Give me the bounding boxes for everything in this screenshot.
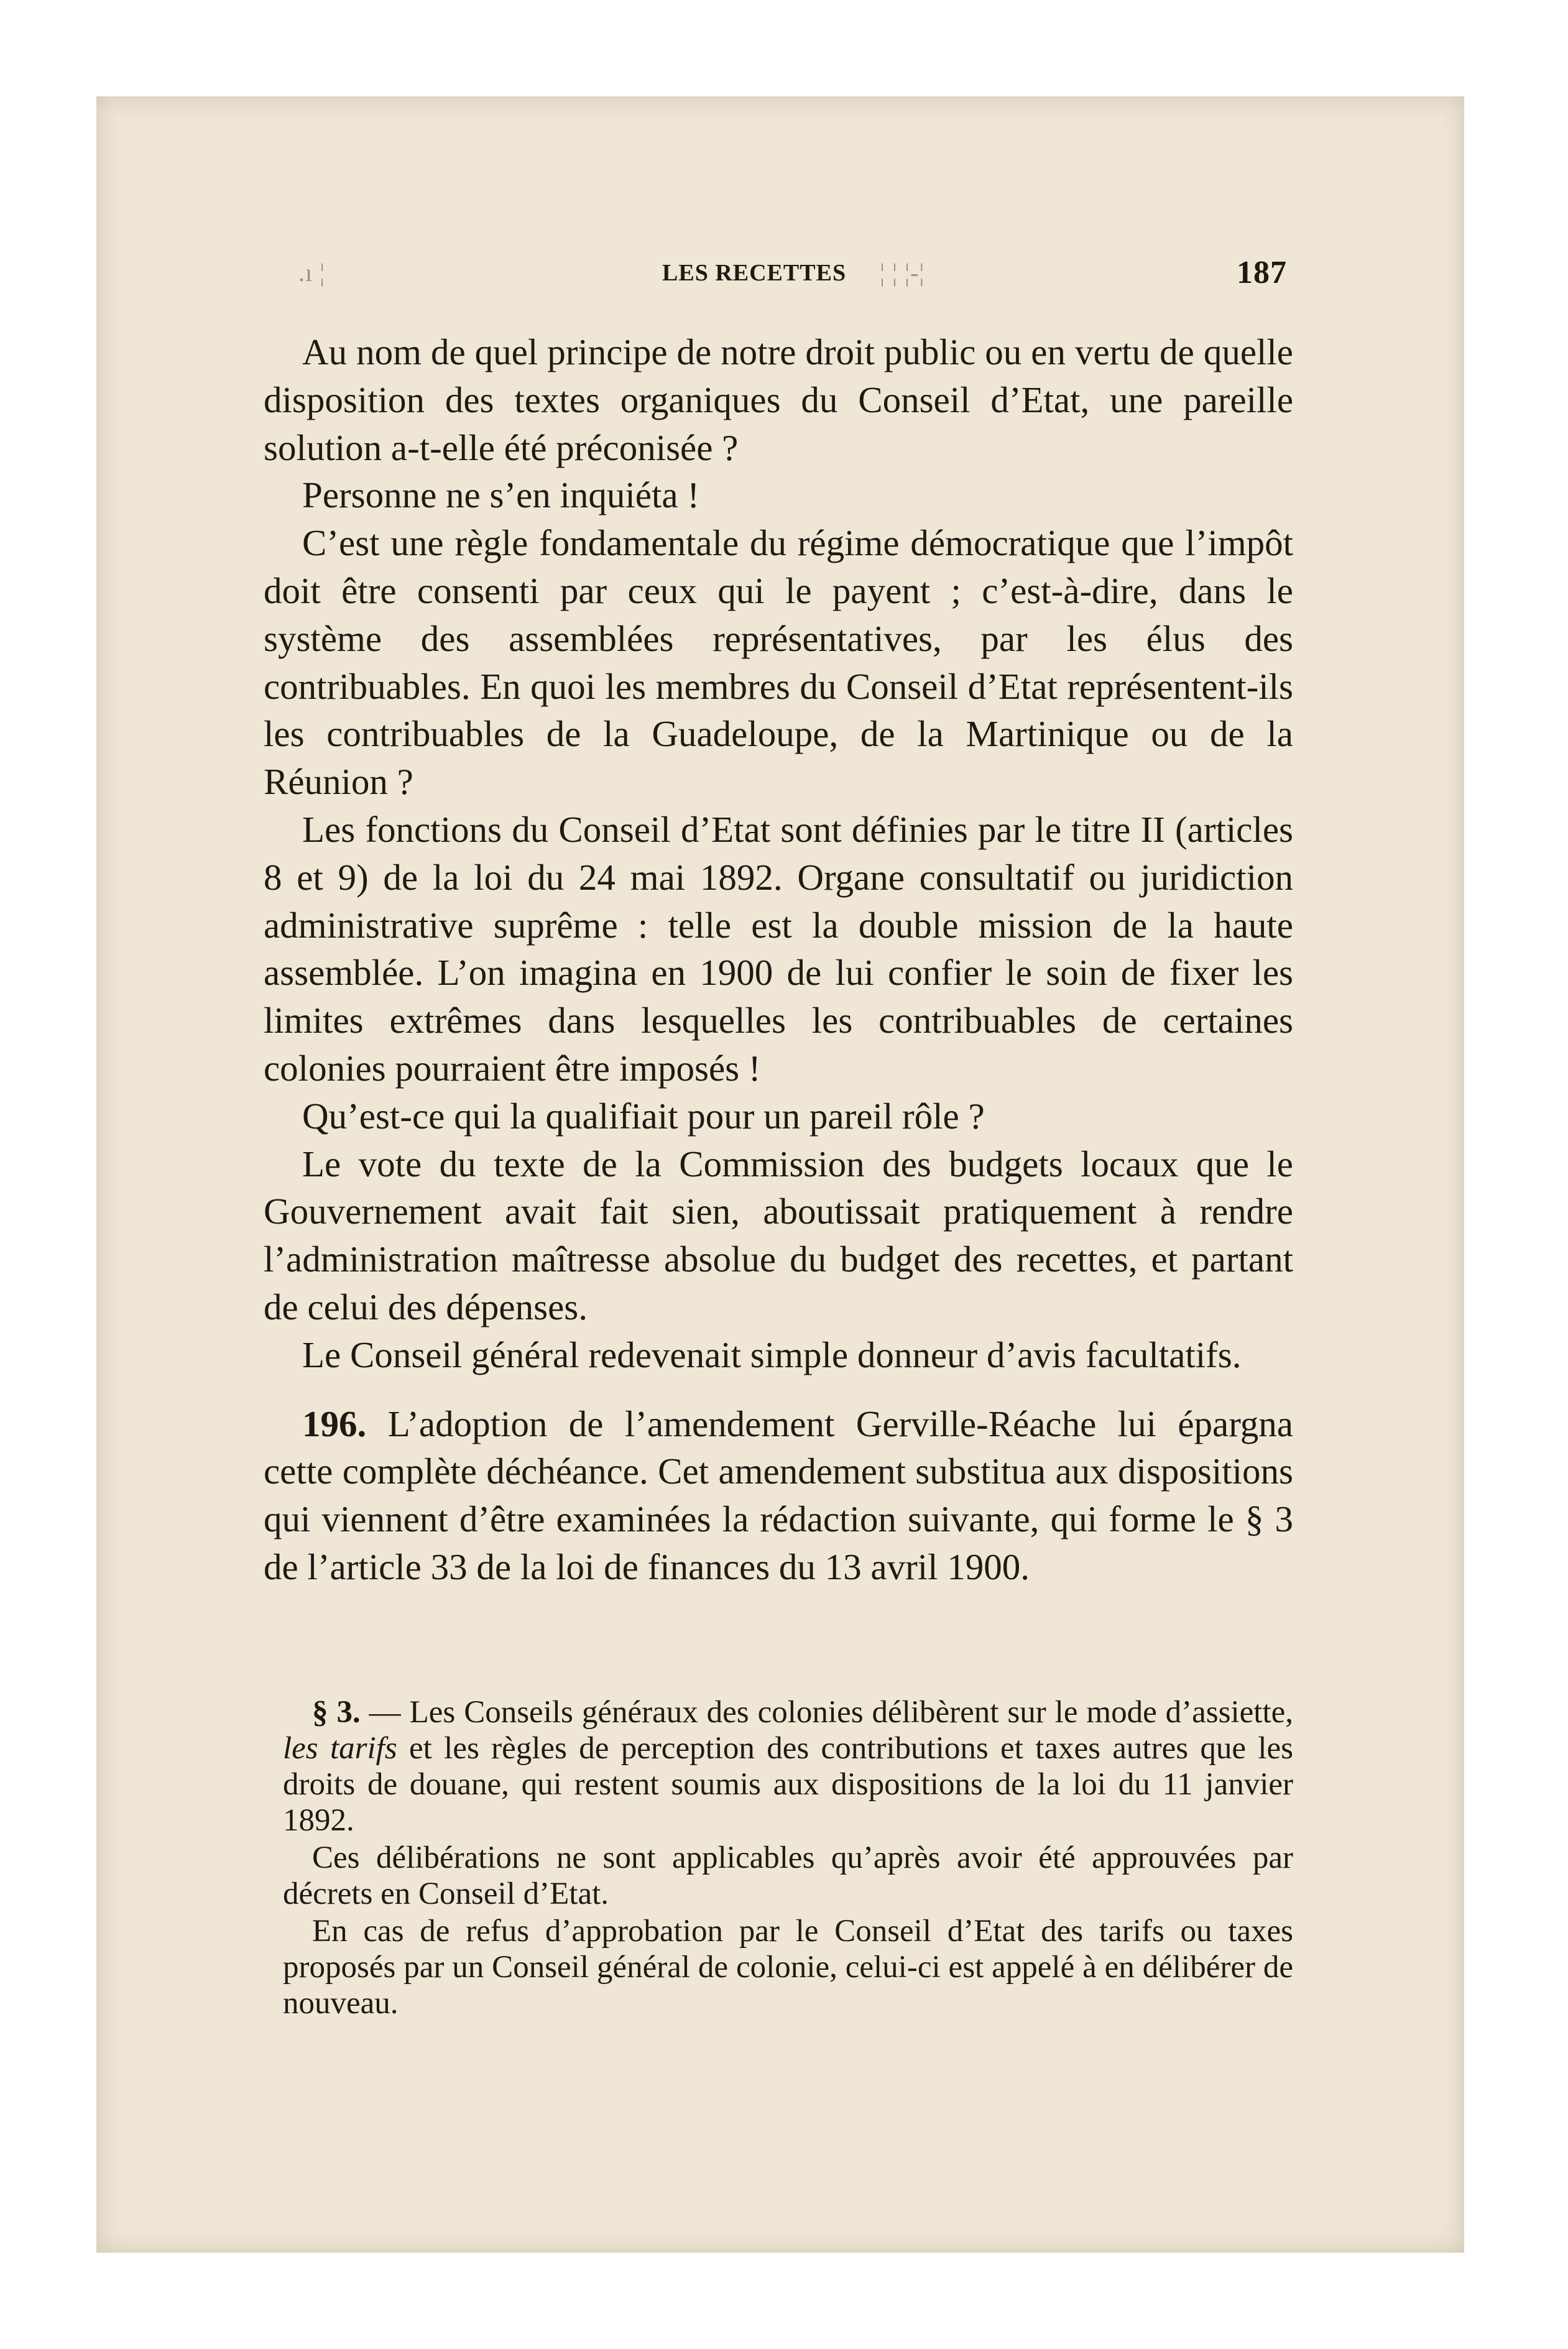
- quoted-law-text: [283, 1694, 1293, 2023]
- paragraph: Qu’est-ce qui la qualifiait pour un pareil rôle ?: [302, 1095, 985, 1137]
- paragraph: Les fonctions du Conseil d’Etat sont définies par le titre II (articles 8 et 9) de la loi du 24 mai 1892. Organe consultatif ou juridiction administrative suprême : telle est la double mission de la haute assemblée. L’on imagina en 1900 de lui confier le soin de fixer les limites extrêmes dans lesquelles les contribuables de certaines colonies pourraient être imposés !: [264, 808, 1293, 1089]
- quote-text: et les règles de perception des contributions et taxes autres que les droits de douane, qui restent soumis aux dispositions de la loi du 11 janvier 1892.: [283, 1731, 1293, 1838]
- header-marks-left: .ı ¦: [298, 259, 326, 287]
- quote-text: — Les Conseils généraux des colonies délibèrent sur le mode d’assiette,: [360, 1695, 1294, 1730]
- paragraph: C’est une règle fondamentale du régime démocratique que l’impôt doit être consenti par ceux qui le payent ; c’est-à-dire, dans le système des assemblées représentatives, par les élus des contribuables. En quoi les membres du Conseil d’Etat représentent-ils les contribuables de la Guadeloupe, de la Martinique ou de la Réunion ?: [264, 522, 1293, 803]
- running-header: [249, 255, 1287, 295]
- section-number: § 3.: [312, 1695, 361, 1730]
- paragraph: Le vote du texte de la Commission des budgets locaux que le Gouvernement avait fait sien, aboutissait pratiquement à rendre l’administration maîtresse absolue du budget des recettes, et partant de celui des dépenses.: [264, 1143, 1293, 1327]
- paragraph-number: 196.: [302, 1403, 367, 1444]
- quote-paragraph: En cas de refus d’approbation par le Conseil d’Etat des tarifs ou taxes proposés par un Conseil général de colonie, celui-ci est appelé à en délibérer de nouveau.: [283, 1914, 1293, 2021]
- header-marks-right: ¦ ¦ ¦-¦: [880, 259, 925, 287]
- body-text: [264, 328, 1293, 1591]
- paragraph: Au nom de quel principe de notre droit public ou en vertu de quelle disposition des textes organiques du Conseil d’Etat, une pareille solution a-t-elle été préconisée ?: [264, 331, 1293, 468]
- paragraph-text: L’adoption de l’amendement Gerville-Réache lui épargna cette complète déchéance. Cet amendement substitua aux dispositions qui viennent d’être examinées la rédaction suivante, qui forme le § 3 de l’article 33 de la loi de finances du 13 avril 1900.: [264, 1403, 1293, 1587]
- quote-paragraph: Ces délibérations ne sont applicables qu’après avoir été approuvées par décrets en Conseil d’Etat.: [283, 1840, 1293, 1911]
- quote-emphasis: les tarifs: [283, 1731, 397, 1766]
- quote-paragraph: [283, 1694, 1293, 1839]
- running-title: LES RECETTES: [662, 260, 847, 286]
- paragraph: Personne ne s’en inquiéta !: [302, 474, 699, 516]
- page-number: 187: [1237, 255, 1287, 290]
- numbered-paragraph: [264, 1400, 1293, 1591]
- paragraph: Le Conseil général redevenait simple donneur d’avis facultatifs.: [302, 1334, 1242, 1375]
